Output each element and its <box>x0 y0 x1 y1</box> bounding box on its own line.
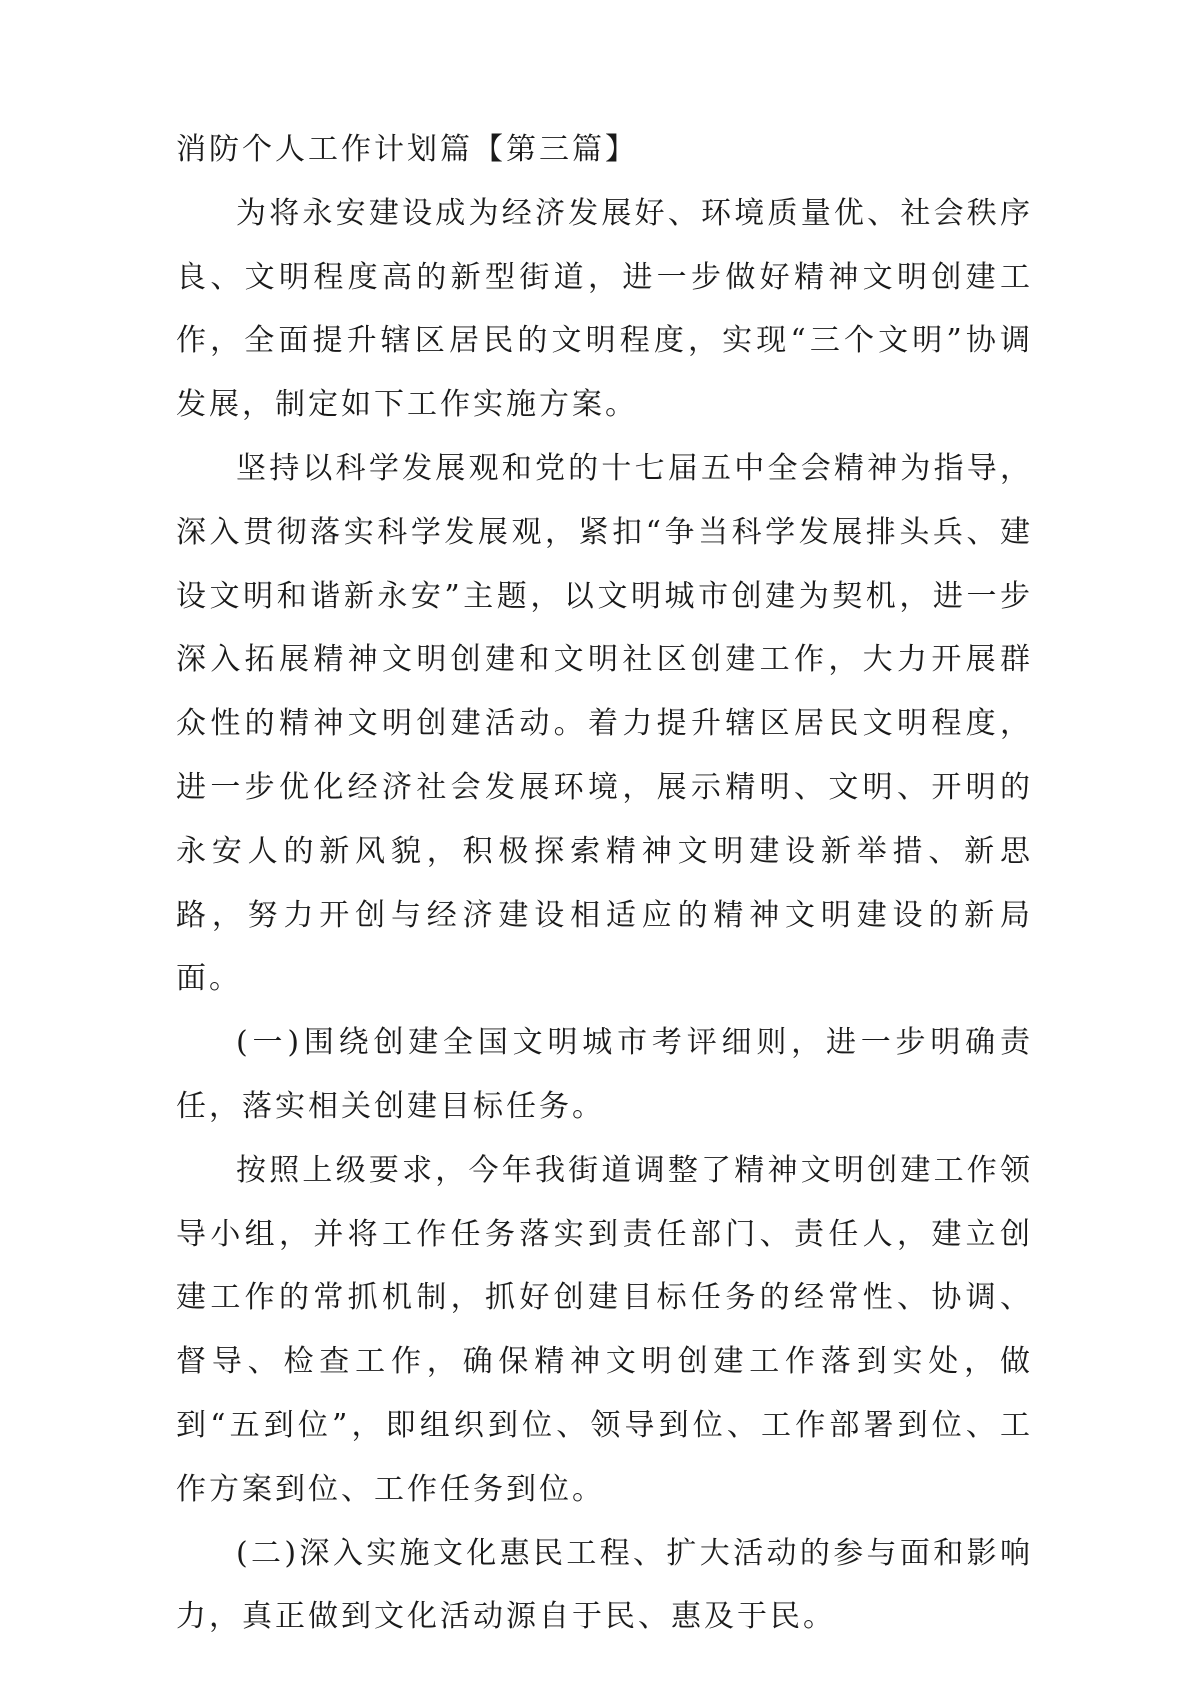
paragraph-intro: 为将永安建设成为经济发展好、环境质量优、社会秩序良、文明程度高的新型街道，进一步做好精神文明创建工作，全面提升辖区居民的文明程度，实现“三个文明”协调发展，制定如下工作实施方案。 <box>176 195 1033 423</box>
document-title: 消防个人工作计划篇【第三篇】 <box>176 132 638 167</box>
document-body <box>176 118 1033 1649</box>
paragraph-section-one-body: 按照上级要求，今年我街道调整了精神文明创建工作领导小组，并将工作任务落实到责任部门、责任人，建立创建工作的常抓机制，抓好创建目标任务的经常性、协调、督导、检查工作，确保精神文明创建工作落到实处，做到“五到位”，即组织到位、领导到位、工作部署到位、工作方案到位、工作任务到位。 <box>176 1152 1033 1507</box>
paragraph-section-two-heading: (二)深入实施文化惠民工程、扩大活动的参与面和影响力，真正做到文化活动源自于民、惠及于民。 <box>176 1535 1033 1635</box>
paragraph-section-one-heading: (一)围绕创建全国文明城市考评细则，进一步明确责任，落实相关创建目标任务。 <box>176 1025 1033 1124</box>
paragraph-guiding-ideology: 坚持以科学发展观和党的十七届五中全会精神为指导，深入贯彻落实科学发展观，紧扣“争当科学发展排头兵、建设文明和谐新永安”主题，以文明城市创建为契机，进一步深入拓展精神文明创建和文明社区创建工作，大力开展群众性的精神文明创建活动。着力提升辖区居民文明程度，进一步优化经济社会发展环境，展示精明、文明、开明的永安人的新风貌，积极探索精神文明建设新举措、新思路，努力开创与经济建设相适应的精神文明建设的新局面。 <box>176 450 1033 997</box>
